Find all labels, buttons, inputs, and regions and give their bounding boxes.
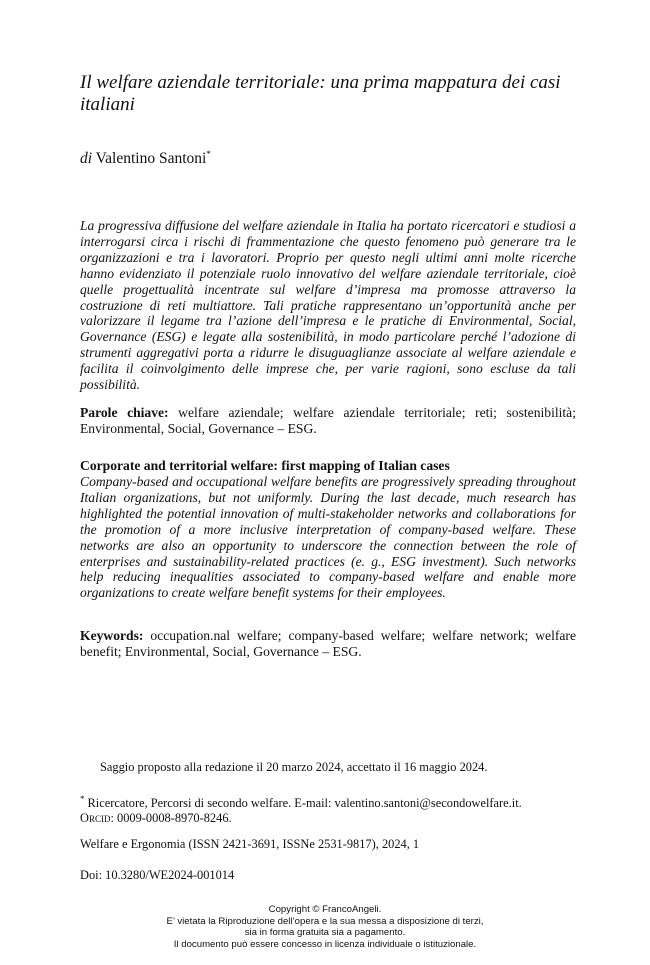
orcid-label: Orcid: bbox=[80, 811, 114, 825]
keywords-english bbox=[80, 628, 576, 660]
journal-citation: Welfare e Ergonomia (ISSN 2421-3691, ISSNe 2531-9817), 2024, 1 bbox=[80, 837, 420, 851]
author-prefix: di bbox=[80, 150, 93, 167]
copyright-line: E’ vietata la Riproduzione dell’opera e la sua messa a disposizione di terzi, bbox=[166, 915, 484, 927]
footnote-text: Ricercatore, Percorsi di secondo welfare. E-mail: valentino.santoni@secondowelfare.it. bbox=[87, 796, 522, 810]
article-title: Il welfare aziendale territoriale: una prima mappatura dei casi italiani bbox=[80, 72, 561, 115]
author-line bbox=[80, 144, 211, 169]
doi: Doi: 10.3280/WE2024-001014 bbox=[80, 868, 235, 882]
keywords-english-text: occupation.nal welfare; company-based welfare; welfare network; welfare benefit; Environmental, Social, Governance – ESG. bbox=[80, 628, 576, 659]
copyright-line: Il documento può essere concesso in licenza individuale o istituzionale. bbox=[173, 938, 477, 950]
submission-note: Saggio proposto alla redazione il 20 marzo 2024, accettato il 16 maggio 2024. bbox=[100, 760, 488, 774]
copyright-line: sia in forma gratuita sia a pagamento. bbox=[244, 927, 406, 938]
orcid-value: 0009-0008-8970-8246. bbox=[117, 811, 232, 825]
author-footnote-mark: * bbox=[206, 149, 211, 159]
keywords-italian-label: Parole chiave: bbox=[80, 405, 169, 420]
copyright-line: Copyright © FrancoAngeli. bbox=[268, 904, 382, 915]
english-abstract-title: Corporate and territorial welfare: first mapping of Italian cases bbox=[80, 458, 450, 473]
abstract-english: Company-based and occupational welfare benefits are progressively spreading throughout Italian organizations, but not uniformly. During the last decade, much research has highlighted the potential innovation of multi-stakeholder networks and collaborations for the promotion of a more inclusive interpretation of company-based welfare. These networks are also an opportunity to underscore the connection between the role of enterprises and sustainability-related practices (e. g., ESG investment). Such networks help reducing inequalities associated to company-based welfare and enable more organizations to create welfare benefit systems for their employees. bbox=[80, 474, 576, 601]
author-footnote bbox=[80, 792, 580, 826]
abstract-italian: La progressiva diffusione del welfare aziendale in Italia ha portato ricercatori e studiosi a interrogarsi circa i rischi di frammentazione che questo fenomeno può generare tra le organizzazioni e tra i lavoratori. Proprio per questo negli ultimi anni molte ricerche hanno evidenziato il potenziale ruolo innovativo del welfare aziendale territoriale, cioè quelle progettualità incentrate sul welfare d’impresa ma promosse attraverso la costruzione di reti multiattore. Tali pratiche rappresentano un’opportunità anche per valorizzare il legame tra l’azione dell’impresa e le pratiche di Environmental, Social, Governance (ESG) e legate alla sostenibilità, in modo particolare perché l’adozione di strumenti aggregativi porta a ridurre le disuguaglianze associate al welfare aziendale e facilita il coinvolgimento delle imprese che, per varie ragioni, sono escluse da tali possibilità. bbox=[80, 218, 576, 393]
author-name: Valentino Santoni bbox=[95, 150, 207, 167]
keywords-italian-text: welfare aziendale; welfare aziendale territoriale; reti; sostenibilità; Environmental, Social, Governance – ESG. bbox=[80, 405, 576, 436]
keywords-english-label: Keywords: bbox=[80, 628, 144, 643]
copyright-notice bbox=[100, 904, 550, 950]
footnote-mark: * bbox=[80, 794, 85, 804]
keywords-italian bbox=[80, 405, 576, 437]
